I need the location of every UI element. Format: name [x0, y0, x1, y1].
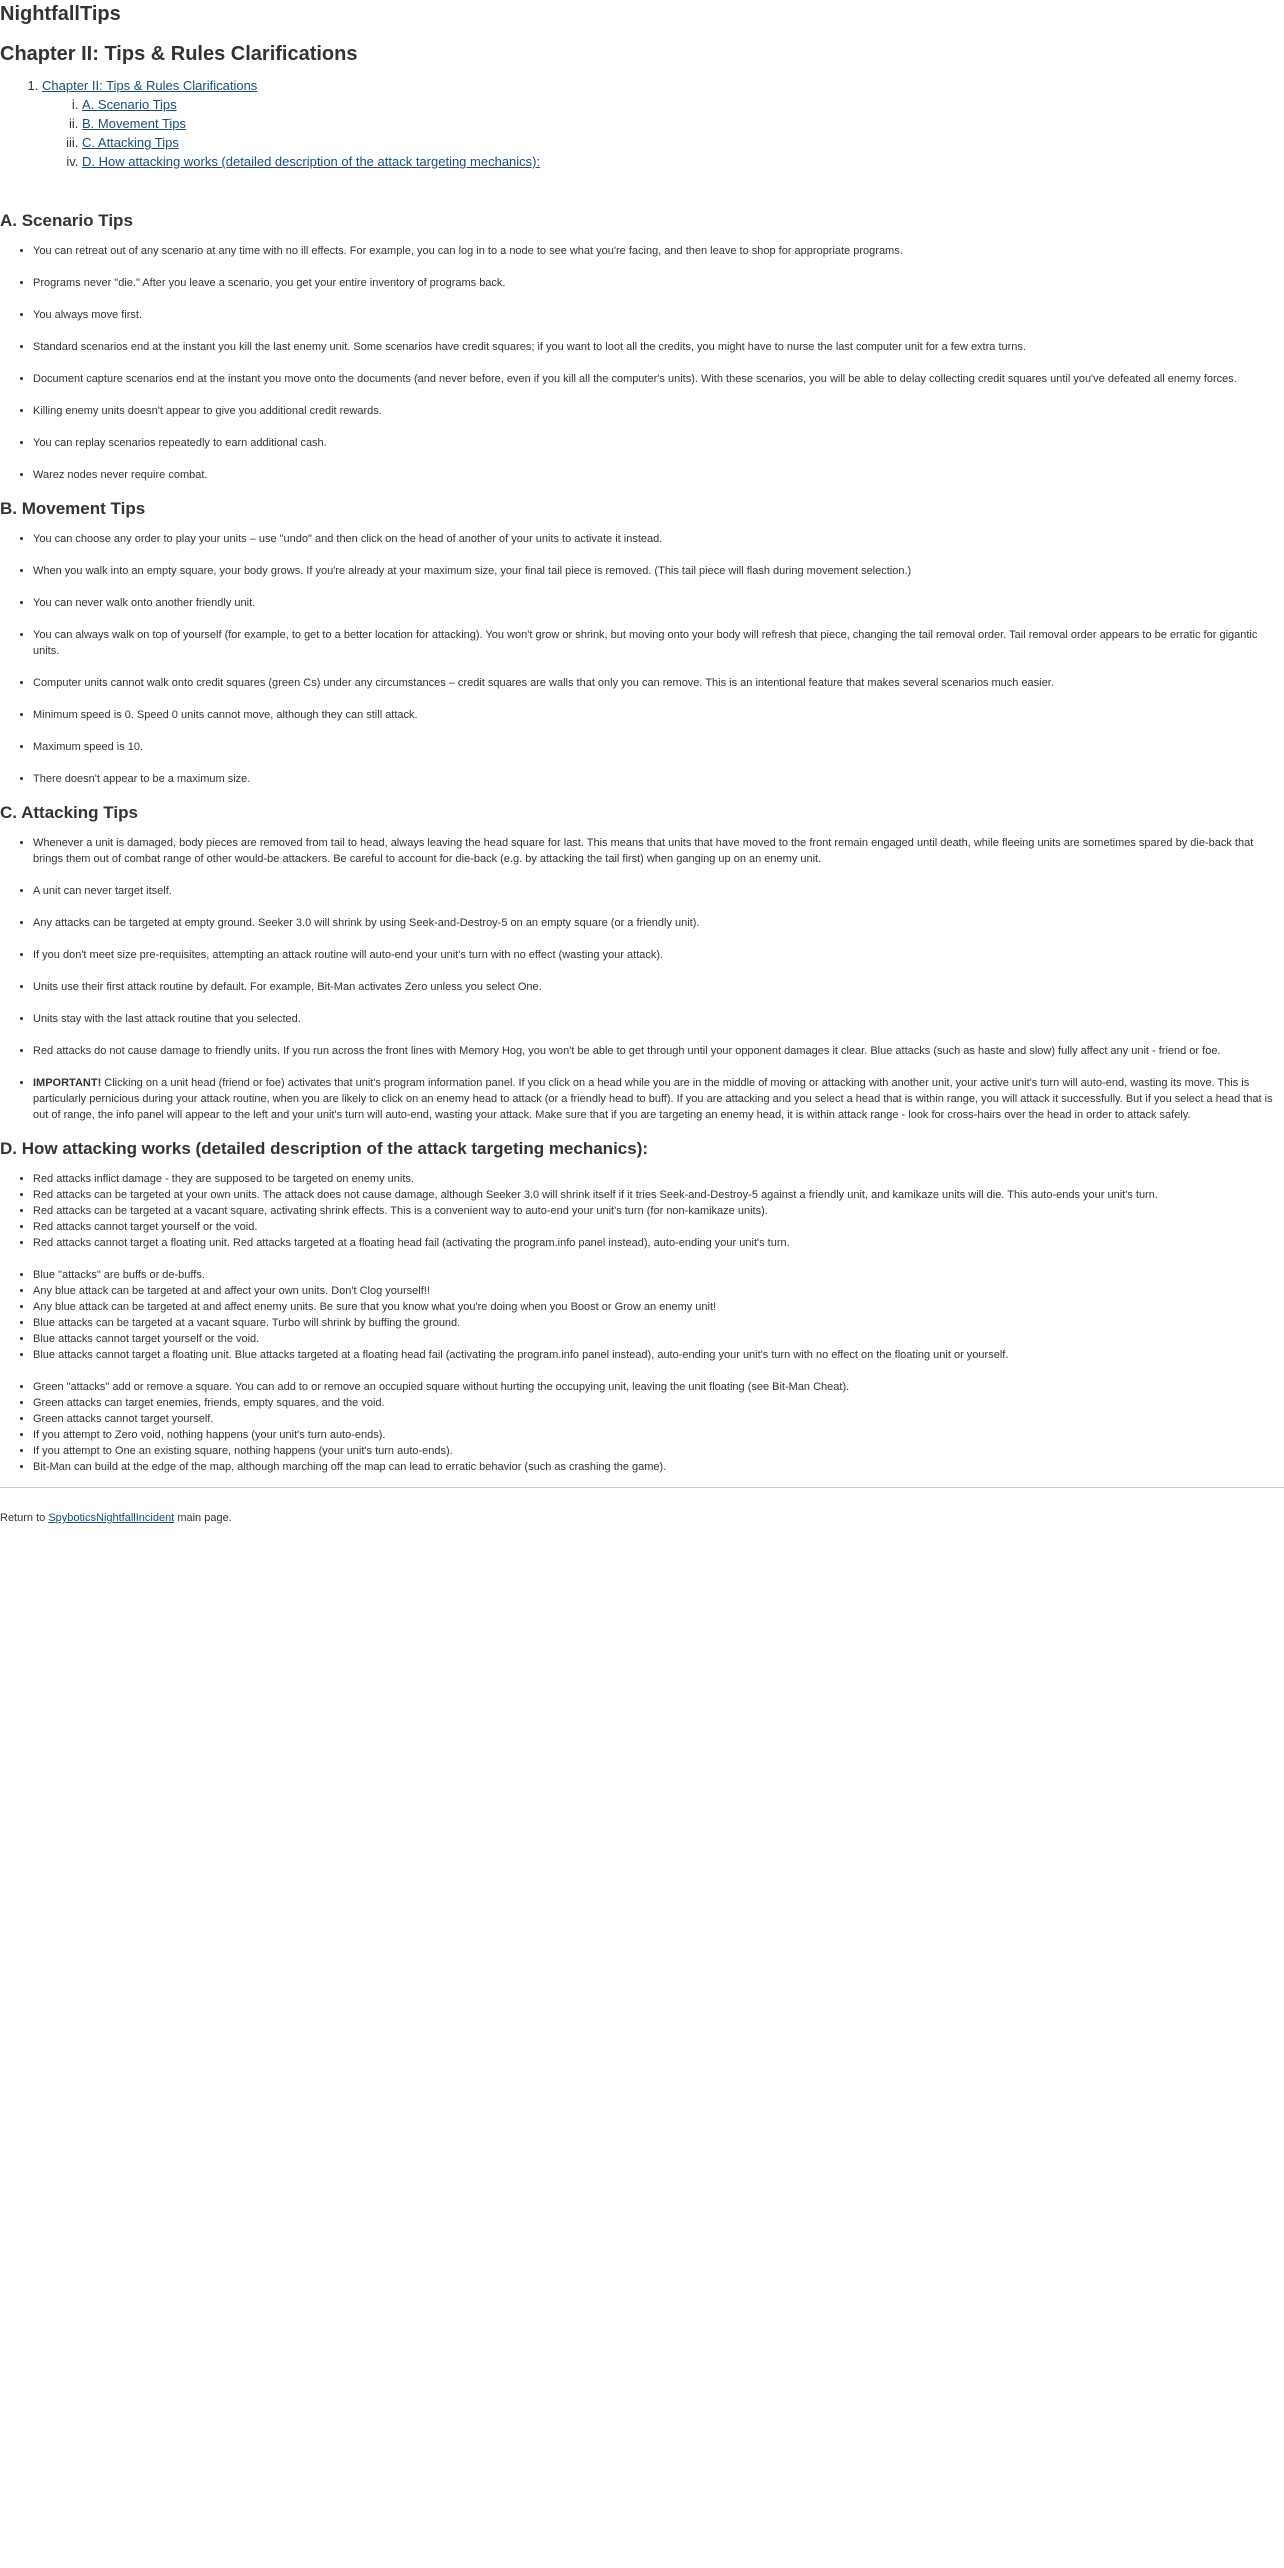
site-title: NightfallTips: [0, 3, 121, 25]
list-item: • Maximum speed is 10.: [33, 739, 1284, 755]
list-item: • Green "attacks" add or remove a square. You can add to or remove an occupied square without hurting the occupying unit, leaving the unit floating (see Bit-Man Cheat).: [33, 1379, 1284, 1395]
toc-link-mechanics[interactable]: D. How attacking works (detailed description of the attack targeting mechanics):: [82, 154, 541, 169]
list-item: • Standard scenarios end at the instant you kill the last enemy unit. Some scenarios have credit squares; if you want to loot all the credits, you might have to nurse the last computer unit for a few extra turns.: [33, 339, 1284, 355]
list-item: • Red attacks can be targeted at a vacant square, activating shrink effects. This is a convenient way to auto-end your unit's turn (for non-kamikaze units).: [33, 1203, 1284, 1219]
section-heading-attacking: C. Attacking Tips: [0, 803, 138, 822]
footer: [0, 1510, 1284, 1526]
list-item: • Green attacks can target enemies, friends, empty squares, and the void.: [33, 1395, 1284, 1411]
chapter-title: Chapter II: Tips & Rules Clarifications: [0, 43, 358, 65]
section-heading-movement: B. Movement Tips: [0, 499, 146, 518]
list-item: • Red attacks cannot target yourself or the void.: [33, 1219, 1284, 1235]
list-item: • Red attacks inflict damage - they are supposed to be targeted on enemy units.: [33, 1171, 1284, 1187]
list-item: • Minimum speed is 0. Speed 0 units cannot move, although they can still attack.: [33, 707, 1284, 723]
list-item: • When you walk into an empty square, your body grows. If you're already at your maximum size, your final tail piece is removed. (This tail piece will flash during movement selection.): [33, 563, 1284, 579]
green-attacks-list: [0, 1379, 1284, 1475]
toc-item: [82, 133, 1284, 152]
movement-tips-list: [0, 531, 1284, 787]
important-text: Clicking on a unit head (friend or foe) activates that unit's program information panel. If you click on a head while you are in the middle of moving or attacking with another unit, your active unit's turn will auto-end, wasting its move. This is particularly pernicious during your attack routine, when you are likely to click on an enemy head to attack (or a friendly head to buff). If you are attacking and you select a head that is within range, you will attack it successfully. But if you select a head that is out of range, the info panel will appear to the left and your unit's turn will auto-end, wasting your attack. Make sure that if you are targeting an enemy head, it is within attack range - look for cross-hairs over the head in order to attack safely.: [33, 1077, 1273, 1121]
list-item: • Green attacks cannot target yourself.: [33, 1411, 1284, 1427]
list-item: • Bit-Man can build at the edge of the map, although marching off the map can lead to erratic behavior (such as crashing the game).: [33, 1459, 1284, 1475]
footer-main-page-link[interactable]: SpyboticsNightfallIncident: [48, 1512, 175, 1524]
list-item: • You can retreat out of any scenario at any time with no ill effects. For example, you can log in to a node to see what you're facing, and then leave to shop for appropriate programs.: [33, 243, 1284, 259]
list-item: • Blue attacks can be targeted at a vacant square. Turbo will shrink by buffing the ground.: [33, 1315, 1284, 1331]
toc-link-chapter[interactable]: Chapter II: Tips & Rules Clarifications: [42, 78, 258, 93]
toc-link-attacking[interactable]: C. Attacking Tips: [82, 135, 179, 150]
list-item: • If you attempt to One an existing square, nothing happens (your unit's turn auto-ends).: [33, 1443, 1284, 1459]
section-heading-mechanics: D. How attacking works (detailed description of the attack targeting mechanics):: [0, 1139, 649, 1158]
footer-prefix: Return to: [0, 1512, 49, 1524]
list-item: • Any attacks can be targeted at empty ground. Seeker 3.0 will shrink by using Seek-and-Destroy-5 on an empty square (or a friendly unit).: [33, 915, 1284, 931]
toc-item: [82, 152, 1284, 171]
divider: [0, 1487, 1284, 1488]
list-item: • A unit can never target itself.: [33, 883, 1284, 899]
red-attacks-list: [0, 1171, 1284, 1251]
toc-item: [82, 114, 1284, 133]
list-item: • Any blue attack can be targeted at and affect your own units. Don't Clog yourself!!: [33, 1283, 1284, 1299]
important-label: IMPORTANT!: [33, 1077, 102, 1089]
list-item: • If you don't meet size pre-requisites, attempting an attack routine will auto-end your unit's turn with no effect (wasting your attack).: [33, 947, 1284, 963]
list-item: • Programs never "die." After you leave a scenario, you get your entire inventory of programs back.: [33, 275, 1284, 291]
blue-attacks-list: [0, 1267, 1284, 1363]
section-heading-scenario: A. Scenario Tips: [0, 211, 133, 230]
list-item: • Any blue attack can be targeted at and affect enemy units. Be sure that you know what you're doing when you Boost or Grow an enemy unit!: [33, 1299, 1284, 1315]
scenario-tips-list: [0, 243, 1284, 483]
toc-link-movement[interactable]: B. Movement Tips: [82, 116, 187, 131]
list-item: • You can never walk onto another friendly unit.: [33, 595, 1284, 611]
toc-item: [82, 95, 1284, 114]
list-item: • Units stay with the last attack routine that you selected.: [33, 1011, 1284, 1027]
list-item: • Red attacks cannot target a floating unit. Red attacks targeted at a floating head fail (activating the program.info panel instead), auto-ending your unit's turn.: [33, 1235, 1284, 1251]
list-item: • Red attacks do not cause damage to friendly units. If you run across the front lines with Memory Hog, you won't be able to get through until your opponent damages it clear. Blue attacks (such as haste and slow) fully affect any unit - friend or foe.: [33, 1043, 1284, 1059]
list-item: • You can replay scenarios repeatedly to earn additional cash.: [33, 435, 1284, 451]
important-list-item: [33, 1075, 1284, 1123]
list-item: • Blue attacks cannot target a floating unit. Blue attacks targeted at a floating head fail (activating the program.info panel instead), auto-ending your unit's turn with no effect on the floating unit or yourself.: [33, 1347, 1284, 1363]
attacking-tips-list: [0, 835, 1284, 1123]
list-item: • Blue attacks cannot target yourself or the void.: [33, 1331, 1284, 1347]
list-item: • You always move first.: [33, 307, 1284, 323]
list-item: • There doesn't appear to be a maximum size.: [33, 771, 1284, 787]
list-item: • Document capture scenarios end at the instant you move onto the documents (and never before, even if you kill all the computer's units). With these scenarios, you will be able to delay collecting credit squares until you've defeated all enemy forces.: [33, 371, 1284, 387]
list-item: • You can always walk on top of yourself (for example, to get to a better location for attacking). You won't grow or shrink, but moving onto your body will refresh that piece, changing the tail removal order. Tail removal order appears to be erratic for gigantic units.: [33, 627, 1284, 659]
list-item: • If you attempt to Zero void, nothing happens (your unit's turn auto-ends).: [33, 1427, 1284, 1443]
list-item: • Whenever a unit is damaged, body pieces are removed from tail to head, always leaving the head square for last. This means that units that have moved to the front remain engaged until death, while fleeing units are sometimes spared by die-back that brings them out of combat range of other would-be attackers. Be careful to account for die-back (e.g. by attacking the tail first) when ganging up on an enemy unit.: [33, 835, 1284, 867]
toc-item: [42, 76, 1284, 171]
toc-sublist: [42, 95, 1284, 171]
table-of-contents: [0, 76, 1284, 171]
toc-link-scenario[interactable]: A. Scenario Tips: [82, 97, 177, 112]
list-item: • Units use their first attack routine by default. For example, Bit-Man activates Zero unless you select One.: [33, 979, 1284, 995]
list-item: • Killing enemy units doesn't appear to give you additional credit rewards.: [33, 403, 1284, 419]
list-item: • Blue "attacks" are buffs or de-buffs.: [33, 1267, 1284, 1283]
list-item: • Red attacks can be targeted at your own units. The attack does not cause damage, although Seeker 3.0 will shrink itself if it tries Seek-and-Destroy-5 against a friendly unit, and kamikaze units will die. This auto-ends your unit's turn.: [33, 1187, 1284, 1203]
list-item: • Warez nodes never require combat.: [33, 467, 1284, 483]
footer-suffix: main page.: [174, 1512, 232, 1524]
list-item: • Computer units cannot walk onto credit squares (green Cs) under any circumstances – credit squares are walls that only you can remove. This is an intentional feature that makes several scenarios much easier.: [33, 675, 1284, 691]
list-item: • You can choose any order to play your units – use "undo" and then click on the head of another of your units to activate it instead.: [33, 531, 1284, 547]
